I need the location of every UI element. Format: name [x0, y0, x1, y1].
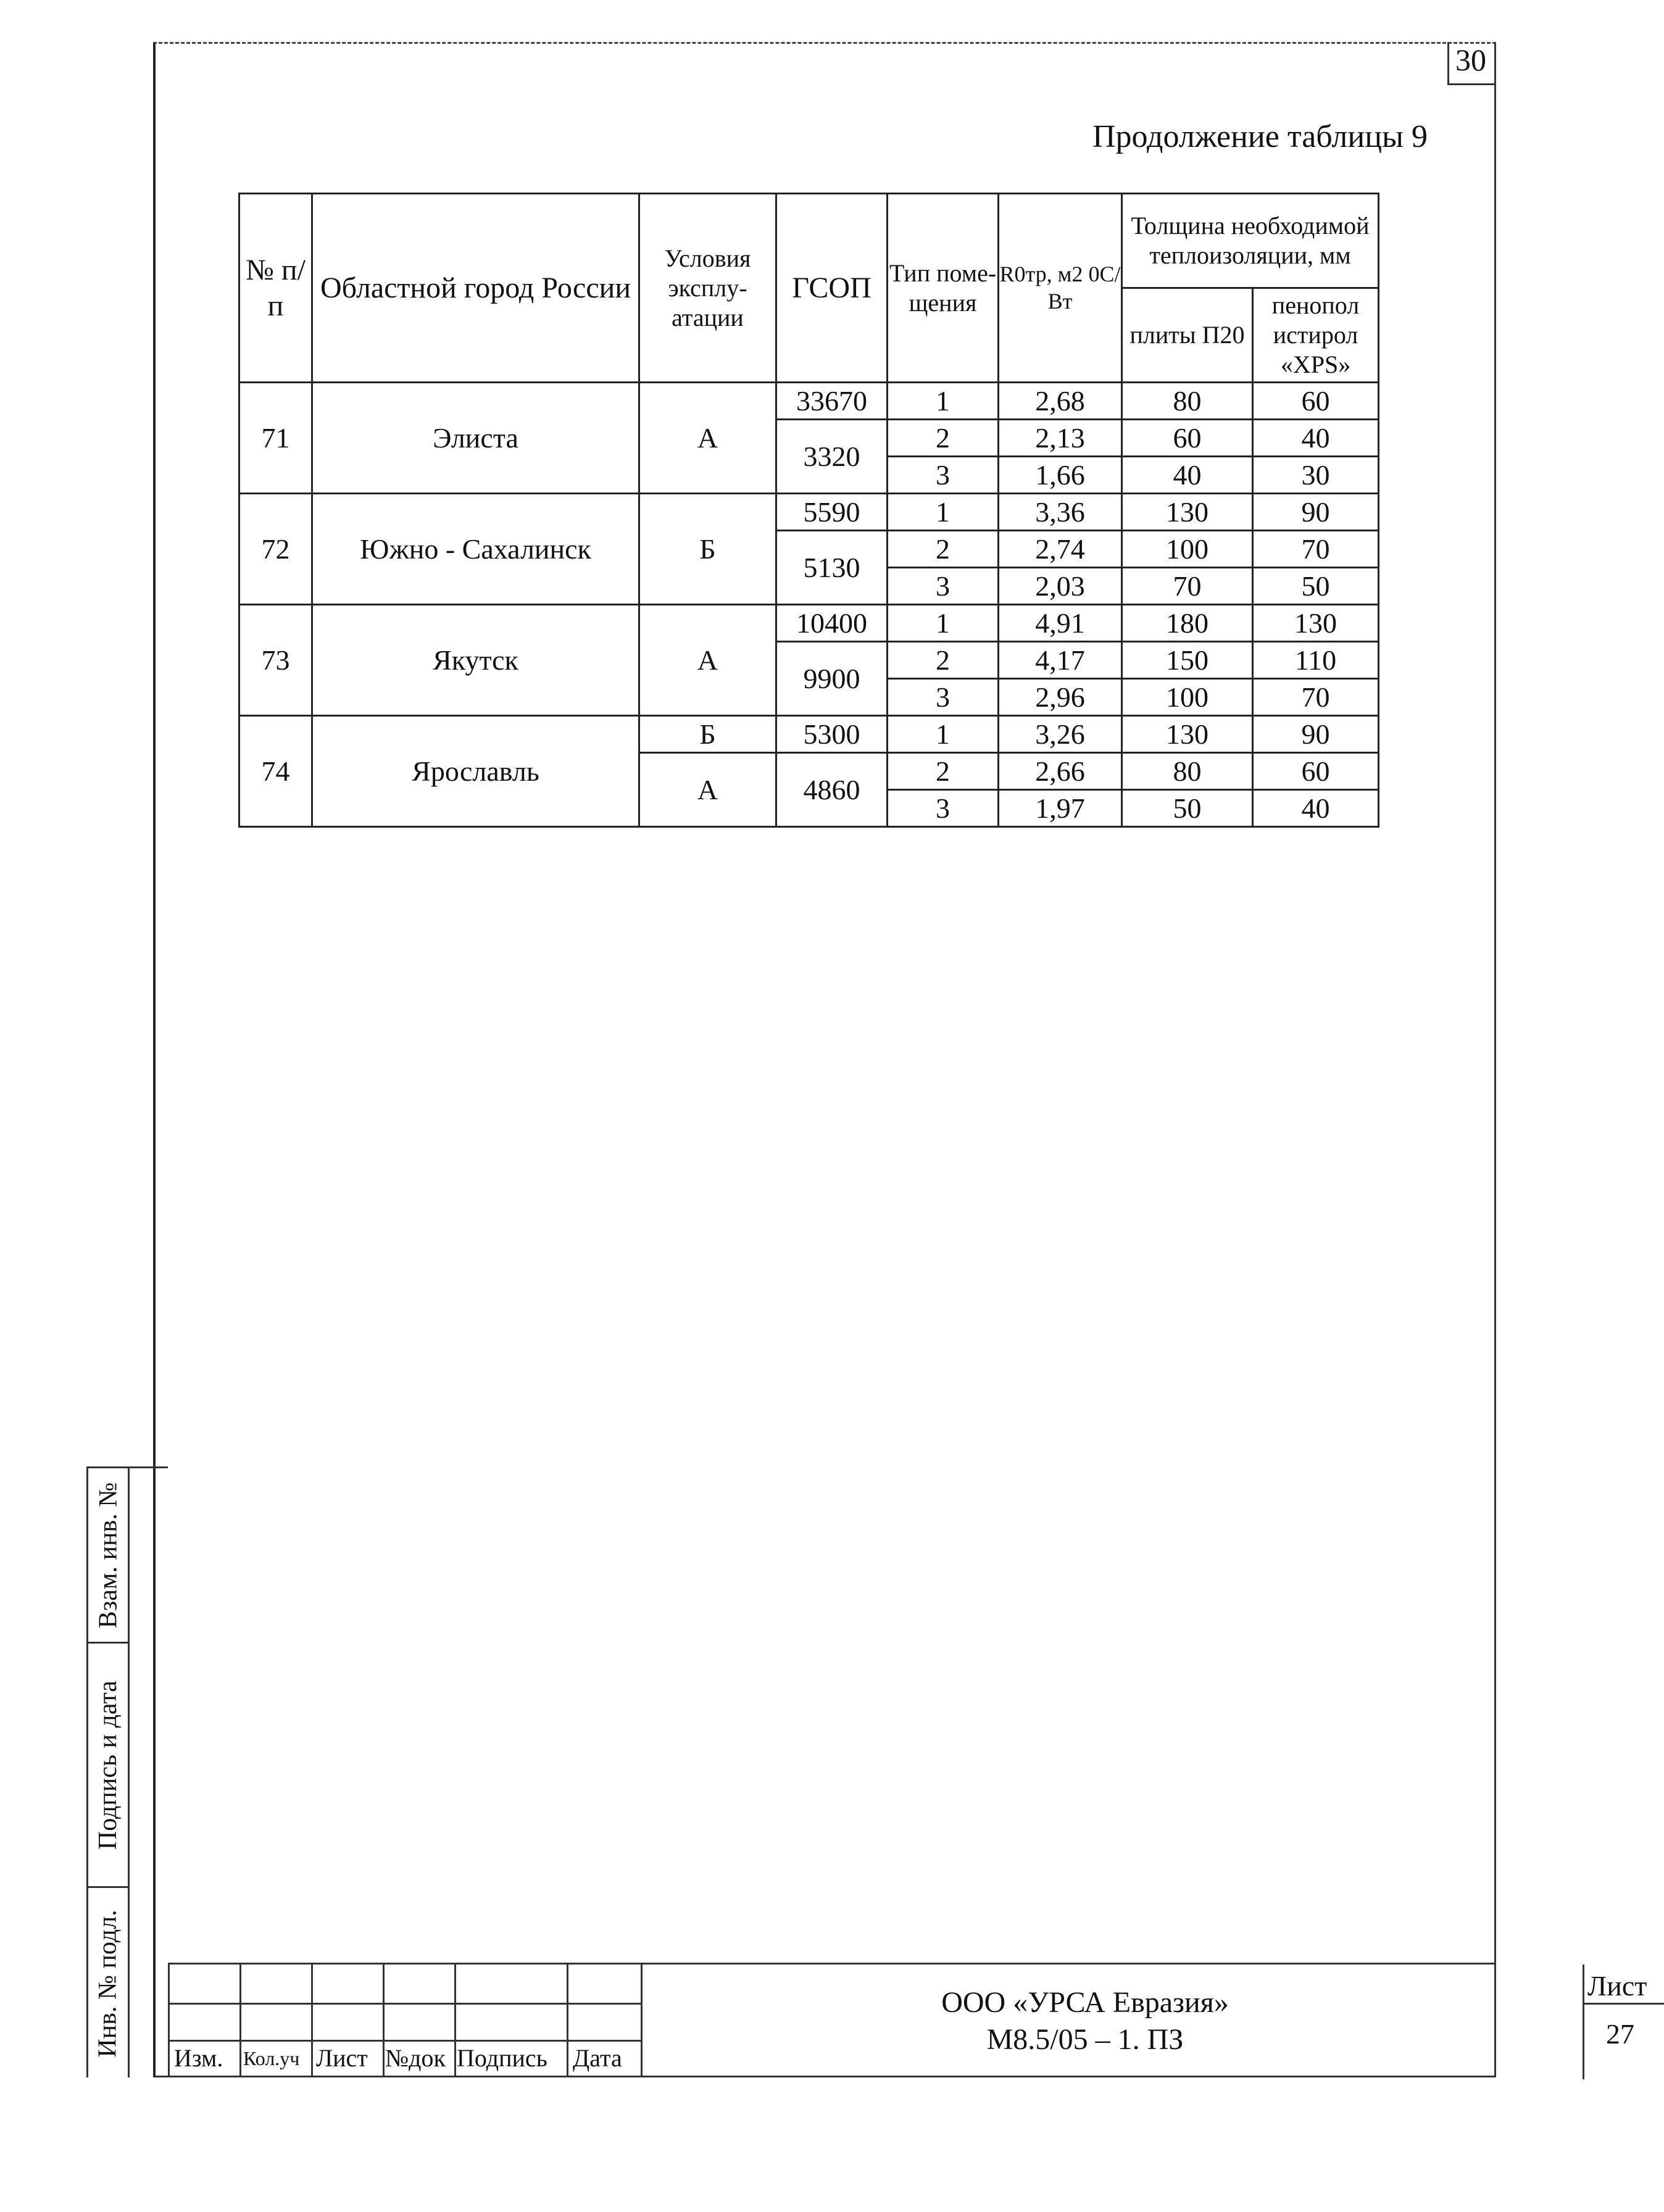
cell-room-type: 3 [888, 679, 999, 716]
table-row [239, 716, 1379, 753]
cell-conditions: А [639, 753, 776, 827]
cell-p20: 60 [1122, 420, 1253, 457]
cell-gsop: 5590 [776, 494, 888, 531]
cell-gsop: 9900 [776, 642, 888, 716]
cell-p20: 150 [1122, 642, 1253, 679]
table-body [239, 383, 1379, 827]
side-stamp-replace-inv [88, 1468, 128, 1644]
cell-city: Южно - Сахалинск [312, 494, 639, 605]
title-block-col-line [311, 1965, 313, 2077]
title-block-col-line [567, 1965, 568, 2077]
title-block-col-line [239, 1965, 241, 2077]
table-row [239, 494, 1379, 531]
label-list: Лист [316, 2044, 368, 2072]
cell-p20: 70 [1122, 568, 1253, 605]
inv-num-label: Инв. № подл. [94, 1910, 122, 2058]
cell-xps: 40 [1253, 790, 1379, 827]
cell-xps: 50 [1253, 568, 1379, 605]
cell-gsop: 5130 [776, 531, 888, 605]
cell-gsop: 5300 [776, 716, 888, 753]
cell-p20: 80 [1122, 753, 1253, 790]
signature-date-label: Подпись и дата [94, 1680, 122, 1850]
cell-xps: 90 [1253, 494, 1379, 531]
cell-p20: 130 [1122, 494, 1253, 531]
title-block-col-line [383, 1965, 385, 2077]
cell-city: Элиста [312, 383, 639, 494]
table-caption: Продолжение таблицы 9 [1092, 119, 1428, 154]
cell-conditions: А [639, 605, 776, 716]
cell-xps: 40 [1253, 420, 1379, 457]
organization-name: ООО «УРСА Евразия» [941, 1986, 1229, 2019]
sheet-label: Лист [1587, 1970, 1647, 2002]
cell-city: Ярославль [312, 716, 639, 827]
cell-room-type: 1 [888, 383, 999, 420]
label-izm: Изм. [174, 2044, 223, 2072]
cell-p20: 100 [1122, 679, 1253, 716]
cell-r0: 2,68 [999, 383, 1122, 420]
document-code: М8.5/05 – 1. ПЗ [986, 2023, 1184, 2056]
cell-gsop: 33670 [776, 383, 888, 420]
cell-r0: 2,03 [999, 568, 1122, 605]
cell-xps: 110 [1253, 642, 1379, 679]
title-block-col-line [454, 1965, 456, 2077]
cell-city: Якутск [312, 605, 639, 716]
cell-room-type: 3 [888, 457, 999, 494]
cell-r0: 1,97 [999, 790, 1122, 827]
cell-xps: 60 [1253, 383, 1379, 420]
cell-xps: 90 [1253, 716, 1379, 753]
cell-gsop: 4860 [776, 753, 888, 827]
cell-num: 72 [239, 494, 312, 605]
replace-inv-label: Взам. инв. № [94, 1482, 122, 1628]
header-r0: R0тр, м2 0С/Вт [999, 194, 1122, 383]
cell-r0: 3,36 [999, 494, 1122, 531]
cell-r0: 2,13 [999, 420, 1122, 457]
side-stamp-divider [128, 1468, 130, 2077]
cell-num: 73 [239, 605, 312, 716]
side-stamp-inv [88, 1888, 128, 2079]
cell-xps: 30 [1253, 457, 1379, 494]
label-kol-uch: Кол.уч [243, 2047, 300, 2069]
cell-room-type: 2 [888, 531, 999, 568]
cell-xps: 60 [1253, 753, 1379, 790]
header-xps: пенопол истирол «XPS» [1253, 288, 1379, 383]
cell-conditions: Б [639, 716, 776, 753]
cell-r0: 3,26 [999, 716, 1122, 753]
cell-p20: 40 [1122, 457, 1253, 494]
cell-room-type: 3 [888, 568, 999, 605]
title-block [168, 1963, 1647, 2077]
cell-p20: 180 [1122, 605, 1253, 642]
cell-p20: 100 [1122, 531, 1253, 568]
cell-room-type: 2 [888, 642, 999, 679]
cell-r0: 2,74 [999, 531, 1122, 568]
header-gsop: ГСОП [776, 194, 888, 383]
header-p20: плиты П20 [1122, 288, 1253, 383]
cell-num: 74 [239, 716, 312, 827]
cell-room-type: 1 [888, 494, 999, 531]
title-block-col-line [168, 1965, 170, 2077]
cell-room-type: 2 [888, 420, 999, 457]
cell-r0: 2,96 [999, 679, 1122, 716]
cell-conditions: Б [639, 494, 776, 605]
side-stamp [86, 1466, 168, 2077]
label-podpis: Подпись [457, 2044, 547, 2072]
cell-gsop: 10400 [776, 605, 888, 642]
header-num: № п/п [239, 194, 312, 383]
cell-xps: 130 [1253, 605, 1379, 642]
cell-room-type: 1 [888, 605, 999, 642]
label-ndok: №док [385, 2044, 446, 2072]
cell-xps: 70 [1253, 531, 1379, 568]
insulation-table [238, 193, 1379, 828]
cell-r0: 4,91 [999, 605, 1122, 642]
cell-r0: 1,66 [999, 457, 1122, 494]
label-data: Дата [573, 2044, 622, 2072]
cell-p20: 80 [1122, 383, 1253, 420]
cell-room-type: 2 [888, 753, 999, 790]
header-room-type: Тип поме-щения [888, 194, 999, 383]
header-city: Областной город России [312, 194, 639, 383]
page-number: 30 [1455, 43, 1486, 77]
sheet-divider [1583, 2003, 1664, 2005]
table-row [239, 605, 1379, 642]
organization-block [807, 1984, 1363, 2058]
cell-p20: 50 [1122, 790, 1253, 827]
cell-gsop: 3320 [776, 420, 888, 494]
header-conditions: Условия эксплу-атации [639, 194, 776, 383]
cell-room-type: 1 [888, 716, 999, 753]
table-row [239, 383, 1379, 420]
side-stamp-signature [88, 1644, 128, 1888]
cell-xps: 70 [1253, 679, 1379, 716]
title-block-col-line [641, 1965, 643, 2077]
cell-r0: 4,17 [999, 642, 1122, 679]
cell-conditions: А [639, 383, 776, 494]
header-thickness: Толщина необходимой теплоизоляции, мм [1122, 194, 1379, 288]
cell-p20: 130 [1122, 716, 1253, 753]
cell-r0: 2,66 [999, 753, 1122, 790]
sheet-number: 27 [1606, 2018, 1634, 2050]
cell-num: 71 [239, 383, 312, 494]
cell-room-type: 3 [888, 790, 999, 827]
